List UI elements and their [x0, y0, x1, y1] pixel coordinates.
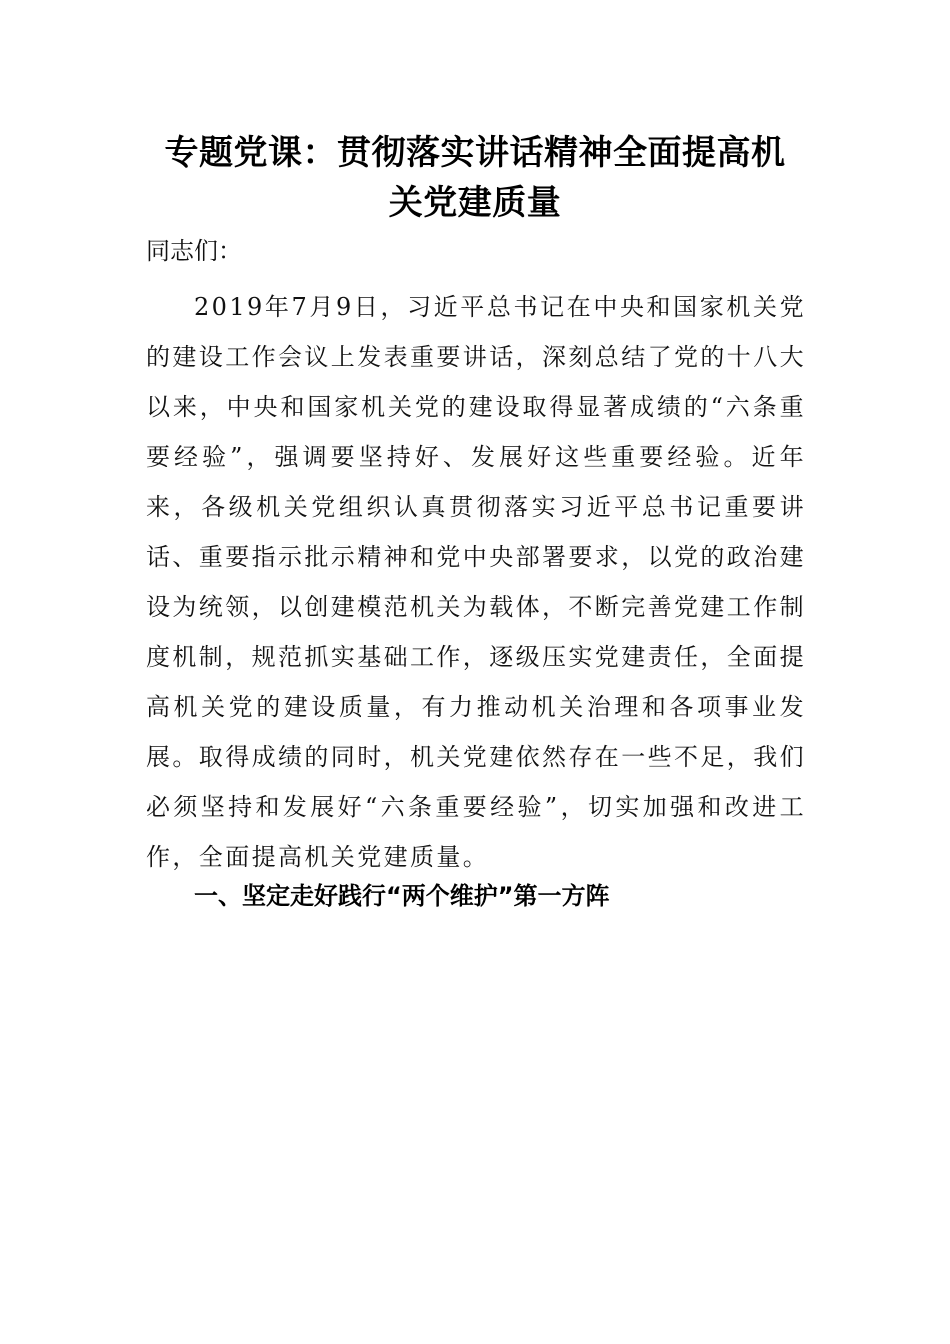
- salutation: 同志们：: [146, 237, 242, 265]
- title-line-2: 关党建质量: [388, 183, 562, 223]
- body-paragraph: 2019年7月9日，习近平总书记在中央和国家机关党的建设工作会议上发表重要讲话，深刻总结了党的十八大以来，中央和国家机关党的建设取得显著成绩的“六条重要经验”，强调要坚持好、发展好这些重要经验。近年来，各级机关党组织认真贯彻落实习近平总书记重要讲话、重要指示批示精神和党中央部署要求，以党的政治建设为统领，以创建模范机关为载体，不断完善党建工作制度机制，规范抓实基础工作，逐级压实党建责任，全面提高机关党的建设质量，有力推动机关治理和各项事业发展。取得成绩的同时，机关党建依然存在一些不足，我们必须坚持和发展好“六条重要经验”，切实加强和改进工作，全面提高机关党建质量。: [146, 293, 806, 871]
- title-line-1: 专题党课：贯彻落实讲话精神全面提高机: [164, 133, 786, 173]
- section-heading: 一、坚定走好践行“两个维护”第一方阵: [194, 882, 610, 910]
- document-title: [130, 128, 820, 228]
